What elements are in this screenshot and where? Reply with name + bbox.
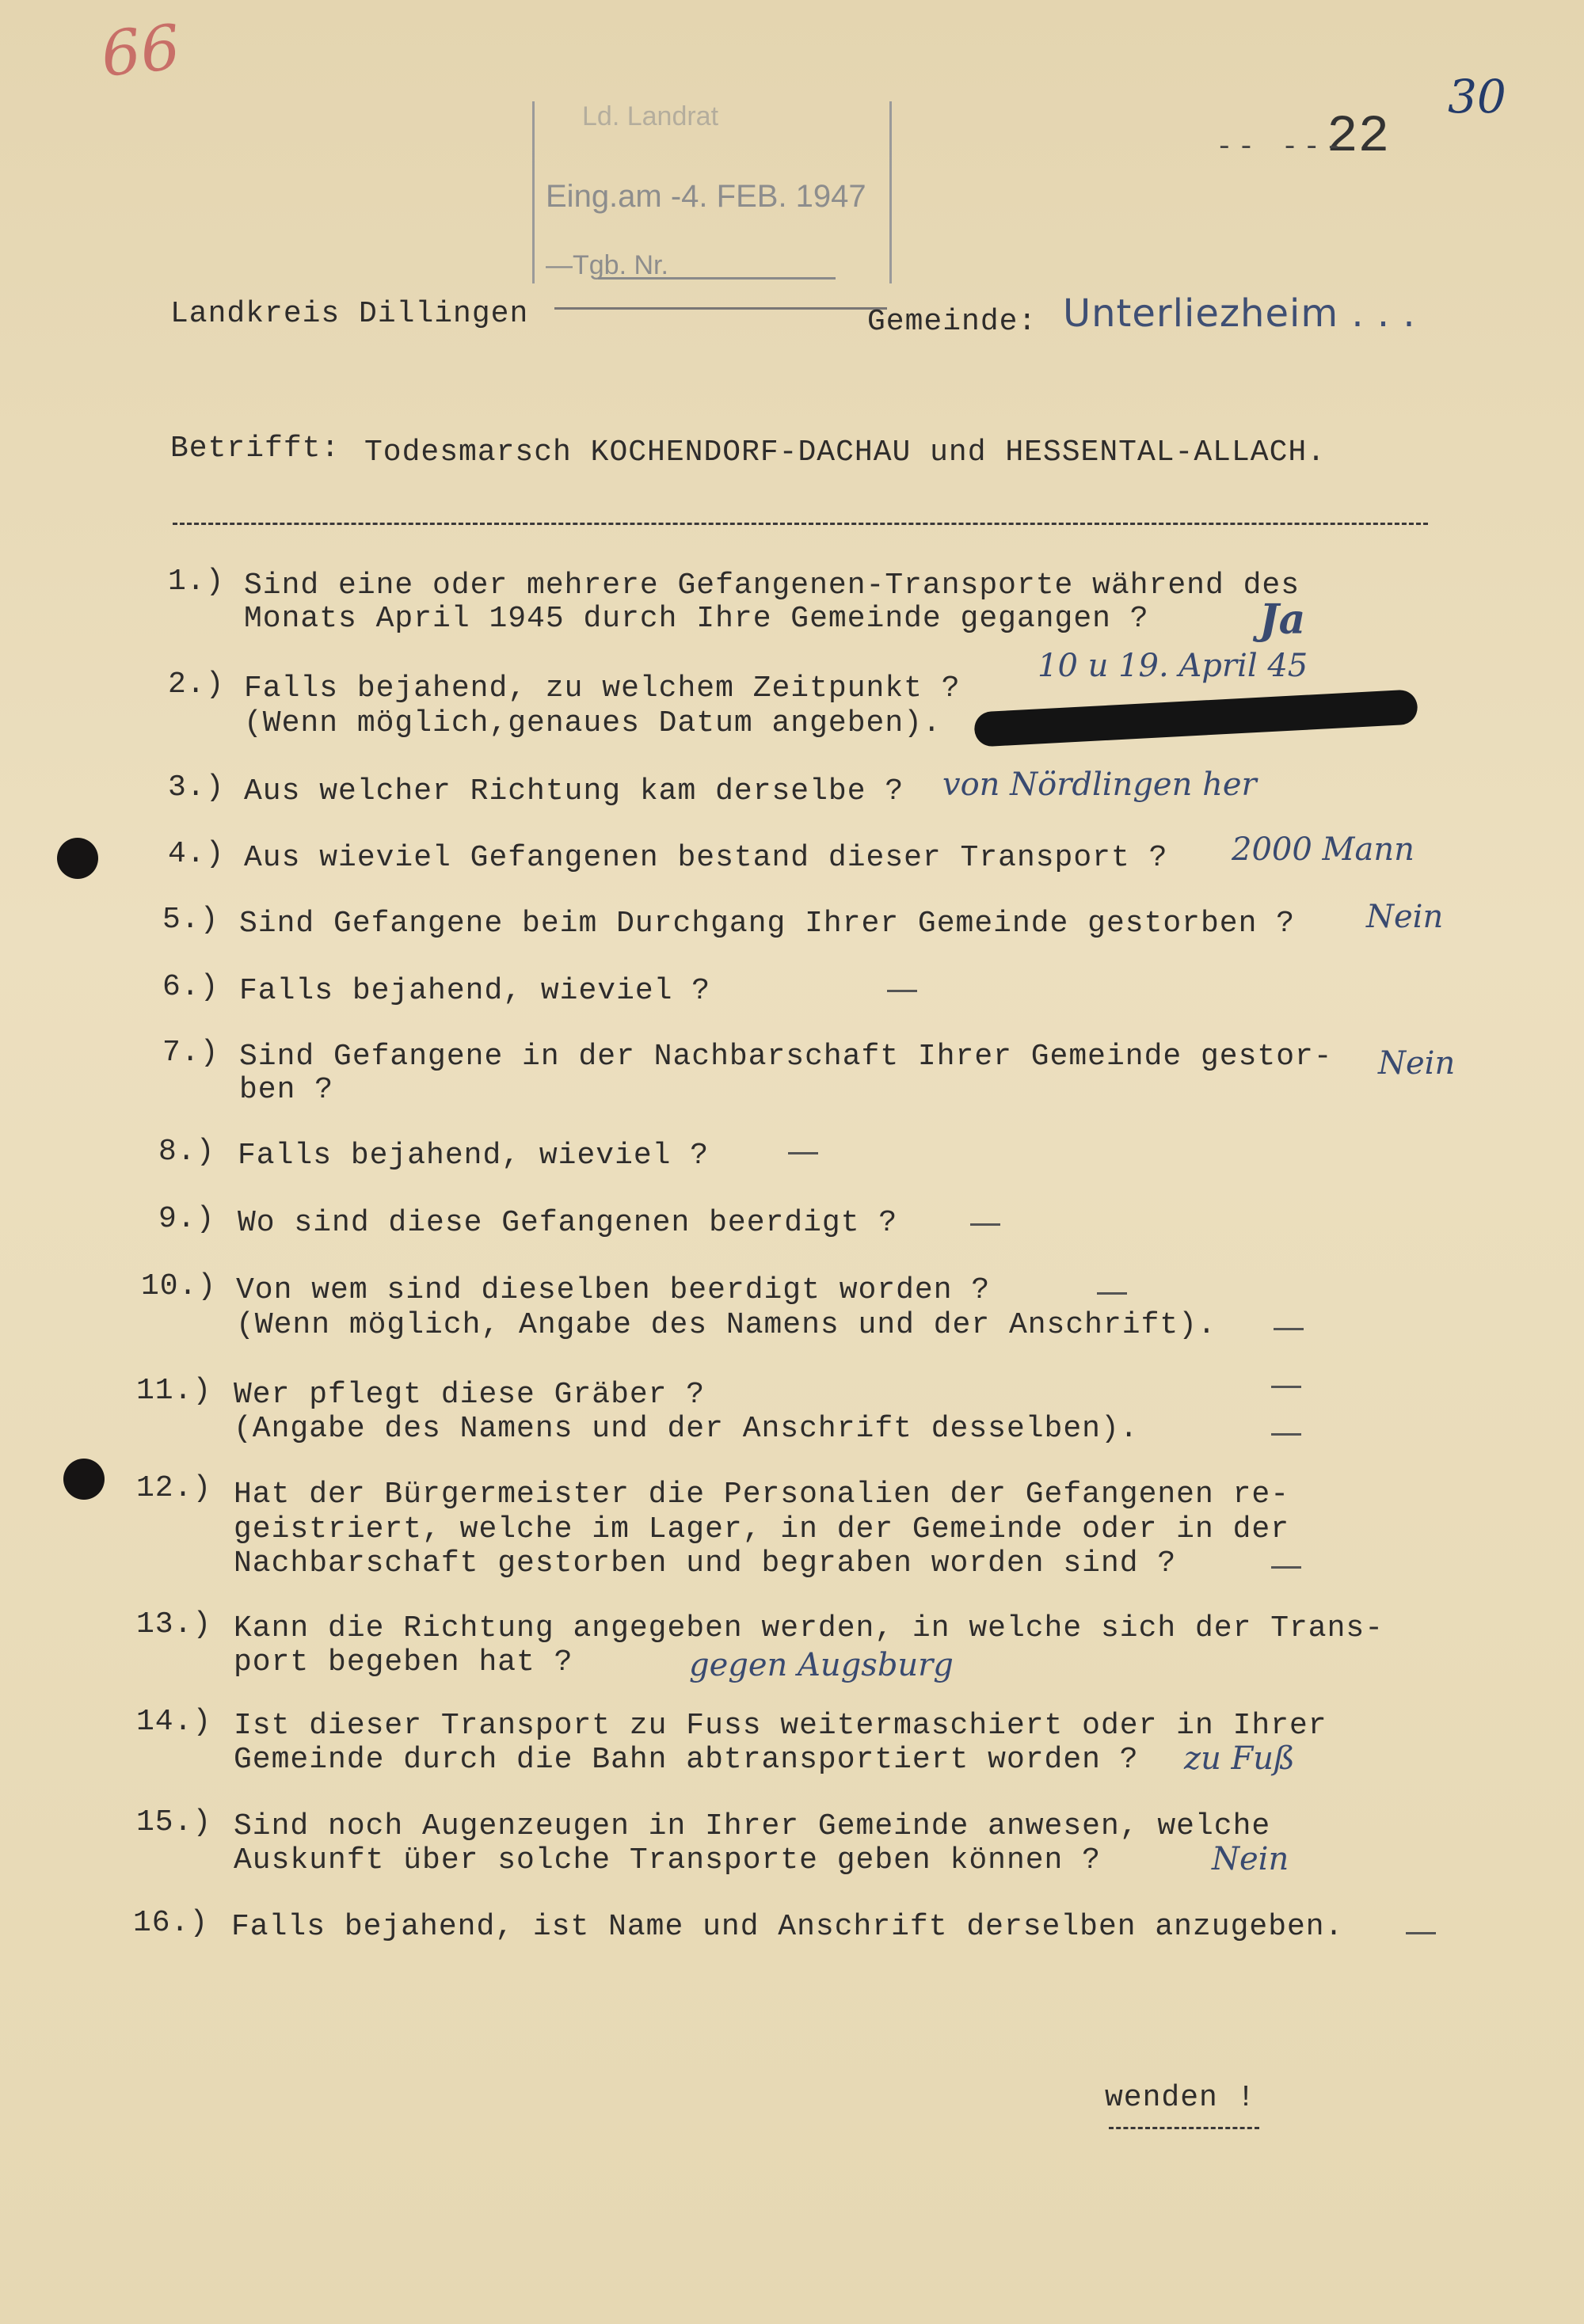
question-number: 15.) [136, 1805, 212, 1839]
answer-handwritten: 10 u 19. April 45 [1038, 648, 1308, 684]
answer-handwritten: von Nördlingen her [942, 766, 1257, 803]
question-text: Falls bejahend, zu welchem Zeitpunkt ? [244, 671, 961, 706]
district-label: Landkreis Dillingen [170, 297, 529, 331]
question-text: (Angabe des Namens und der Anschrift desselben). [234, 1412, 1139, 1446]
question-number: 9.) [158, 1202, 215, 1236]
received-stamp [532, 101, 892, 283]
question-number: 16.) [133, 1906, 209, 1940]
question-number: 10.) [141, 1269, 217, 1303]
question-number: 12.) [136, 1471, 212, 1505]
question-text: Falls bejahend, ist Name und Anschrift derselben anzugeben. [231, 1910, 1344, 1944]
question-text: port begeben hat ? [234, 1645, 573, 1679]
question-text: Sind Gefangene beim Durchgang Ihrer Gemeinde gestorben ? [239, 907, 1296, 941]
answer-handwritten: Nein [1366, 899, 1444, 935]
question-text: Aus welcher Richtung kam derselbe ? [244, 774, 904, 808]
handwritten-number: 30 [1448, 70, 1506, 124]
question-text: Gemeinde durch die Bahn abtransportiert worden ? [234, 1743, 1139, 1777]
page-number: 22 [1327, 107, 1390, 166]
stamp-rule [598, 277, 836, 280]
answer-dash [1406, 1932, 1436, 1934]
question-number: 8.) [158, 1135, 215, 1169]
answer-handwritten: Nein [1378, 1045, 1456, 1082]
question-number: 7.) [162, 1036, 219, 1070]
turn-page-note: wenden ! [1105, 2081, 1256, 2115]
question-text: Sind eine oder mehrere Gefangenen-Transporte während des [244, 569, 1300, 603]
answer-dash [887, 990, 917, 992]
question-number: 11.) [136, 1374, 212, 1408]
pencil-page-number: 66 [97, 12, 184, 91]
question-text: Aus wieviel Gefangenen bestand dieser Transport ? [244, 841, 1168, 875]
subject-text: Todesmarsch KOCHENDORF-DACHAU und HESSENTAL-ALLACH. [364, 436, 1326, 470]
question-text: Falls bejahend, wieviel ? [238, 1139, 710, 1173]
question-number: 13.) [136, 1607, 212, 1641]
question-text: Kann die Richtung angegeben werden, in welche sich der Trans- [234, 1611, 1384, 1645]
stamp-register-number: —Tgb. Nr. [546, 250, 668, 280]
municipality-label: Gemeinde: [867, 305, 1038, 339]
stamp-received-date: Eing.am -4. FEB. 1947 [546, 179, 866, 214]
answer-dash [1097, 1292, 1127, 1295]
ink-scribble [973, 689, 1418, 747]
question-number: 5.) [162, 903, 219, 937]
answer-dash [1271, 1386, 1301, 1388]
answer-dash [1271, 1433, 1301, 1436]
turn-page-underline [1109, 2127, 1259, 2129]
question-text: Falls bejahend, wieviel ? [239, 974, 711, 1008]
question-text: Monats April 1945 durch Ihre Gemeinde gegangen ? [244, 602, 1149, 636]
answer-handwritten: zu Fuß [1184, 1740, 1295, 1777]
subject-label: Betrifft: [170, 432, 341, 466]
answer-handwritten: gegen Augsburg [689, 1647, 954, 1683]
answer-handwritten: 2000 Mann [1232, 831, 1415, 868]
question-text: Sind noch Augenzeugen in Ihrer Gemeinde anwesen, welche [234, 1809, 1271, 1843]
question-text: (Wenn möglich, Angabe des Namens und der Anschrift). [236, 1308, 1217, 1342]
question-number: 1.) [168, 565, 225, 599]
answer-handwritten: Ja [1259, 595, 1306, 644]
question-text: Sind Gefangene in der Nachbarschaft Ihrer Gemeinde gestor- [239, 1040, 1333, 1074]
question-text: Wo sind diese Gefangenen beerdigt ? [238, 1206, 898, 1240]
question-number: 4.) [168, 837, 225, 871]
question-text: Auskunft über solche Transporte geben können ? [234, 1843, 1101, 1877]
answer-dash [788, 1152, 818, 1154]
question-text: geistriert, welche im Lager, in der Gemeinde oder in der [234, 1512, 1290, 1546]
question-number: 14.) [136, 1705, 212, 1739]
punch-hole [57, 838, 98, 879]
answer-handwritten: Nein [1212, 1841, 1289, 1877]
question-number: 3.) [168, 770, 225, 804]
punch-hole [63, 1459, 105, 1500]
stamp-office: Ld. Landrat [582, 101, 719, 131]
municipality-value: Unterliezheim . . . [1063, 291, 1416, 336]
page-number-dashes: -- --- [1216, 131, 1347, 163]
question-text: Hat der Bürgermeister die Personalien der Gefangenen re- [234, 1478, 1290, 1512]
question-text: Von wem sind dieselben beerdigt worden ? [236, 1273, 991, 1307]
answer-dash [1274, 1328, 1304, 1330]
answer-dash [1271, 1566, 1301, 1569]
question-text: Ist dieser Transport zu Fuss weitermaschiert oder in Ihrer [234, 1709, 1327, 1743]
answer-dash [970, 1223, 1000, 1226]
question-text: Wer pflegt diese Gräber ? [234, 1378, 706, 1412]
header-rule [554, 307, 887, 310]
question-text: (Wenn möglich,genaues Datum angeben). [244, 706, 942, 740]
question-text: ben ? [239, 1073, 334, 1107]
question-text: Nachbarschaft gestorben und begraben worden sind ? [234, 1546, 1177, 1580]
header-separator [173, 523, 1428, 525]
question-number: 2.) [168, 668, 225, 702]
question-number: 6.) [162, 970, 219, 1004]
